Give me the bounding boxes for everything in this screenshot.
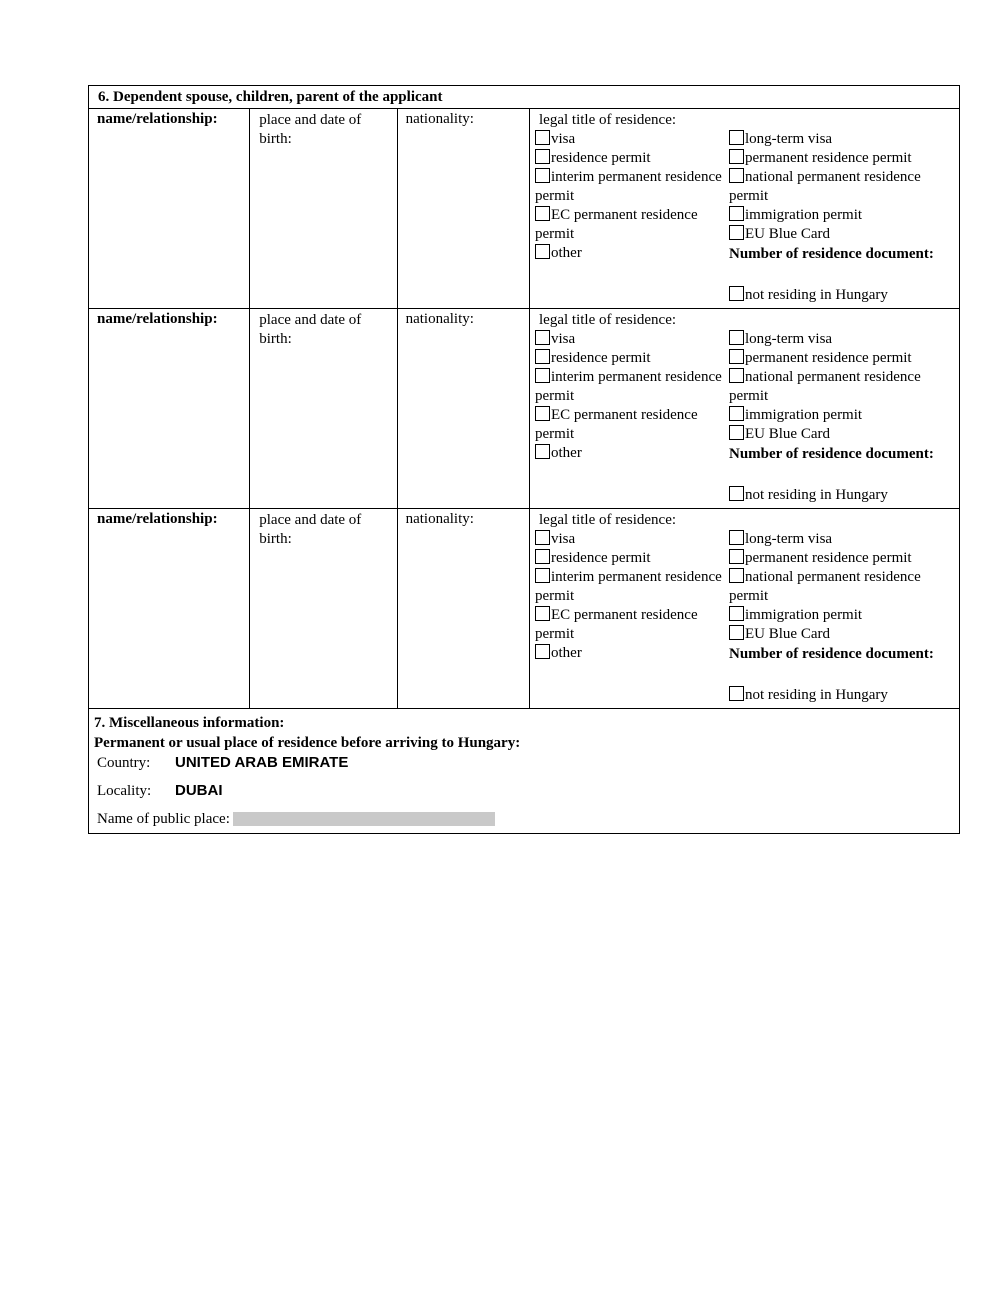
option-label: interim permanent residence permit (535, 569, 722, 604)
checkbox[interactable] (535, 330, 550, 345)
residence-option[interactable] (535, 368, 729, 406)
name-relationship-cell[interactable] (89, 509, 250, 708)
checkbox[interactable] (729, 149, 744, 164)
dependent-row (89, 509, 959, 709)
checkbox[interactable] (729, 206, 744, 221)
checkbox[interactable] (729, 368, 744, 383)
not-residing-option[interactable] (729, 486, 959, 505)
checkbox[interactable] (535, 406, 550, 421)
residence-option[interactable] (729, 130, 959, 149)
residence-option[interactable] (729, 606, 959, 625)
option-label: not residing in Hungary (745, 687, 888, 703)
residence-document-number-field[interactable] (729, 664, 959, 686)
residence-option[interactable] (729, 349, 959, 368)
residence-option[interactable] (535, 149, 729, 168)
option-label: residence permit (551, 150, 651, 166)
residence-document-number-field[interactable] (729, 264, 959, 286)
checkbox[interactable] (535, 644, 550, 659)
checkbox[interactable] (729, 130, 744, 145)
legal-title-cell (530, 309, 959, 508)
residence-option[interactable] (729, 206, 959, 225)
option-label: visa (551, 131, 576, 147)
residence-option[interactable] (729, 425, 959, 444)
option-label: EC permanent residence permit (535, 607, 698, 642)
checkbox[interactable] (729, 625, 744, 640)
checkbox[interactable] (729, 225, 744, 240)
option-label: EU Blue Card (745, 626, 830, 642)
option-label: not residing in Hungary (745, 287, 888, 303)
option-label: residence permit (551, 550, 651, 566)
residence-option[interactable] (729, 549, 959, 568)
residence-option[interactable] (729, 149, 959, 168)
option-label: residence permit (551, 350, 651, 366)
option-label: long-term visa (745, 531, 833, 547)
legal-title-label: legal title of residence: (539, 512, 677, 528)
option-label: national permanent residence permit (729, 169, 921, 204)
residence-option[interactable] (535, 606, 729, 644)
nationality-cell[interactable] (398, 309, 530, 508)
option-label: EU Blue Card (745, 226, 830, 242)
section-6-title: 6. Dependent spouse, children, parent of the applicant (89, 86, 959, 109)
nationality-cell[interactable] (398, 509, 530, 708)
residence-option[interactable] (729, 568, 959, 606)
option-label: EC permanent residence permit (535, 407, 698, 442)
checkbox[interactable] (535, 549, 550, 564)
residence-option[interactable] (535, 330, 729, 349)
birth-label: place and date of birth: (259, 512, 362, 547)
legal-options-right (729, 530, 959, 705)
birth-cell[interactable] (250, 309, 397, 508)
option-label: EC permanent residence permit (535, 207, 698, 242)
option-label: immigration permit (745, 607, 863, 623)
section-7 (89, 709, 959, 833)
locality-label: Locality: (97, 783, 152, 799)
legal-options-left (535, 130, 729, 305)
birth-label: place and date of birth: (259, 312, 362, 347)
option-label: other (551, 445, 582, 461)
birth-cell[interactable] (250, 509, 397, 708)
legal-title-cell (530, 109, 959, 308)
birth-label: place and date of birth: (259, 112, 362, 147)
option-label: national permanent residence permit (729, 369, 921, 404)
residence-document-number-label: Number of residence document: (729, 246, 934, 262)
dependent-row (89, 309, 959, 509)
legal-title-cell (530, 509, 959, 708)
option-label: permanent residence permit (745, 550, 912, 566)
option-label: EU Blue Card (745, 426, 830, 442)
residence-option[interactable] (535, 444, 729, 463)
checkbox[interactable] (729, 286, 744, 301)
option-label: not residing in Hungary (745, 487, 888, 503)
residence-option[interactable] (729, 530, 959, 549)
residence-option[interactable] (535, 406, 729, 444)
checkbox[interactable] (729, 349, 744, 364)
residence-option[interactable] (729, 330, 959, 349)
section-7-title: 7. Miscellaneous information: (94, 715, 285, 731)
birth-cell[interactable] (250, 109, 397, 308)
locality-field (94, 781, 959, 801)
residence-option[interactable] (729, 168, 959, 206)
option-label: other (551, 245, 582, 261)
redacted-public-place-value (233, 812, 495, 826)
country-field (94, 753, 959, 773)
checkbox[interactable] (535, 168, 550, 183)
residence-option[interactable] (729, 225, 959, 244)
option-label: long-term visa (745, 131, 833, 147)
residence-form (88, 85, 960, 834)
checkbox[interactable] (535, 368, 550, 383)
residence-option[interactable] (535, 568, 729, 606)
checkbox[interactable] (729, 530, 744, 545)
checkbox[interactable] (535, 606, 550, 621)
nationality-label: nationality: (405, 311, 474, 327)
option-label: visa (551, 331, 576, 347)
locality-value[interactable]: DUBAI (175, 782, 223, 799)
residence-option[interactable] (535, 244, 729, 263)
nationality-label: nationality: (405, 111, 474, 127)
option-label: long-term visa (745, 331, 833, 347)
country-value[interactable]: UNITED ARAB EMIRATE (175, 754, 349, 771)
checkbox[interactable] (729, 425, 744, 440)
checkbox[interactable] (729, 568, 744, 583)
option-label: visa (551, 531, 576, 547)
not-residing-option[interactable] (729, 286, 959, 305)
legal-title-label: legal title of residence: (539, 112, 677, 128)
option-label: other (551, 645, 582, 661)
nationality-label: nationality: (405, 511, 474, 527)
option-label: immigration permit (745, 207, 863, 223)
residence-option[interactable] (535, 130, 729, 149)
residence-option[interactable] (535, 530, 729, 549)
checkbox[interactable] (729, 168, 744, 183)
name-relationship-cell[interactable] (89, 109, 250, 308)
option-label: immigration permit (745, 407, 863, 423)
option-label: interim permanent residence permit (535, 169, 722, 204)
nationality-cell[interactable] (398, 109, 530, 308)
checkbox[interactable] (729, 486, 744, 501)
name-relationship-label: name/relationship: (97, 511, 218, 527)
public-place-label: Name of public place: (97, 811, 230, 827)
option-label: national permanent residence permit (729, 569, 921, 604)
residence-option[interactable] (729, 368, 959, 406)
checkbox[interactable] (535, 349, 550, 364)
legal-options-right (729, 130, 959, 305)
checkbox[interactable] (535, 244, 550, 259)
checkbox[interactable] (729, 686, 744, 701)
checkbox[interactable] (729, 606, 744, 621)
residence-document-number-label: Number of residence document: (729, 646, 934, 662)
legal-options-left (535, 530, 729, 705)
country-label: Country: (97, 755, 151, 771)
residence-option[interactable] (535, 549, 729, 568)
dependents-rows (89, 109, 959, 709)
checkbox[interactable] (535, 149, 550, 164)
not-residing-option[interactable] (729, 686, 959, 705)
residence-document-number-label: Number of residence document: (729, 446, 934, 462)
residence-option[interactable] (729, 406, 959, 425)
residence-option[interactable] (535, 168, 729, 206)
checkbox[interactable] (535, 130, 550, 145)
residence-document-number-field[interactable] (729, 464, 959, 486)
section-7-subtitle: Permanent or usual place of residence before arriving to Hungary: (94, 735, 521, 751)
name-relationship-label: name/relationship: (97, 111, 218, 127)
checkbox[interactable] (729, 330, 744, 345)
option-label: permanent residence permit (745, 350, 912, 366)
public-place-field (94, 809, 959, 829)
residence-option[interactable] (535, 206, 729, 244)
residence-option[interactable] (535, 349, 729, 368)
dependent-row (89, 109, 959, 309)
legal-title-label: legal title of residence: (539, 312, 677, 328)
checkbox[interactable] (535, 444, 550, 459)
legal-options-right (729, 330, 959, 505)
checkbox[interactable] (535, 530, 550, 545)
residence-option[interactable] (729, 625, 959, 644)
name-relationship-cell[interactable] (89, 309, 250, 508)
option-label: permanent residence permit (745, 150, 912, 166)
checkbox[interactable] (535, 568, 550, 583)
checkbox[interactable] (729, 549, 744, 564)
checkbox[interactable] (729, 406, 744, 421)
name-relationship-label: name/relationship: (97, 311, 218, 327)
checkbox[interactable] (535, 206, 550, 221)
residence-option[interactable] (535, 644, 729, 663)
legal-options-left (535, 330, 729, 505)
option-label: interim permanent residence permit (535, 369, 722, 404)
